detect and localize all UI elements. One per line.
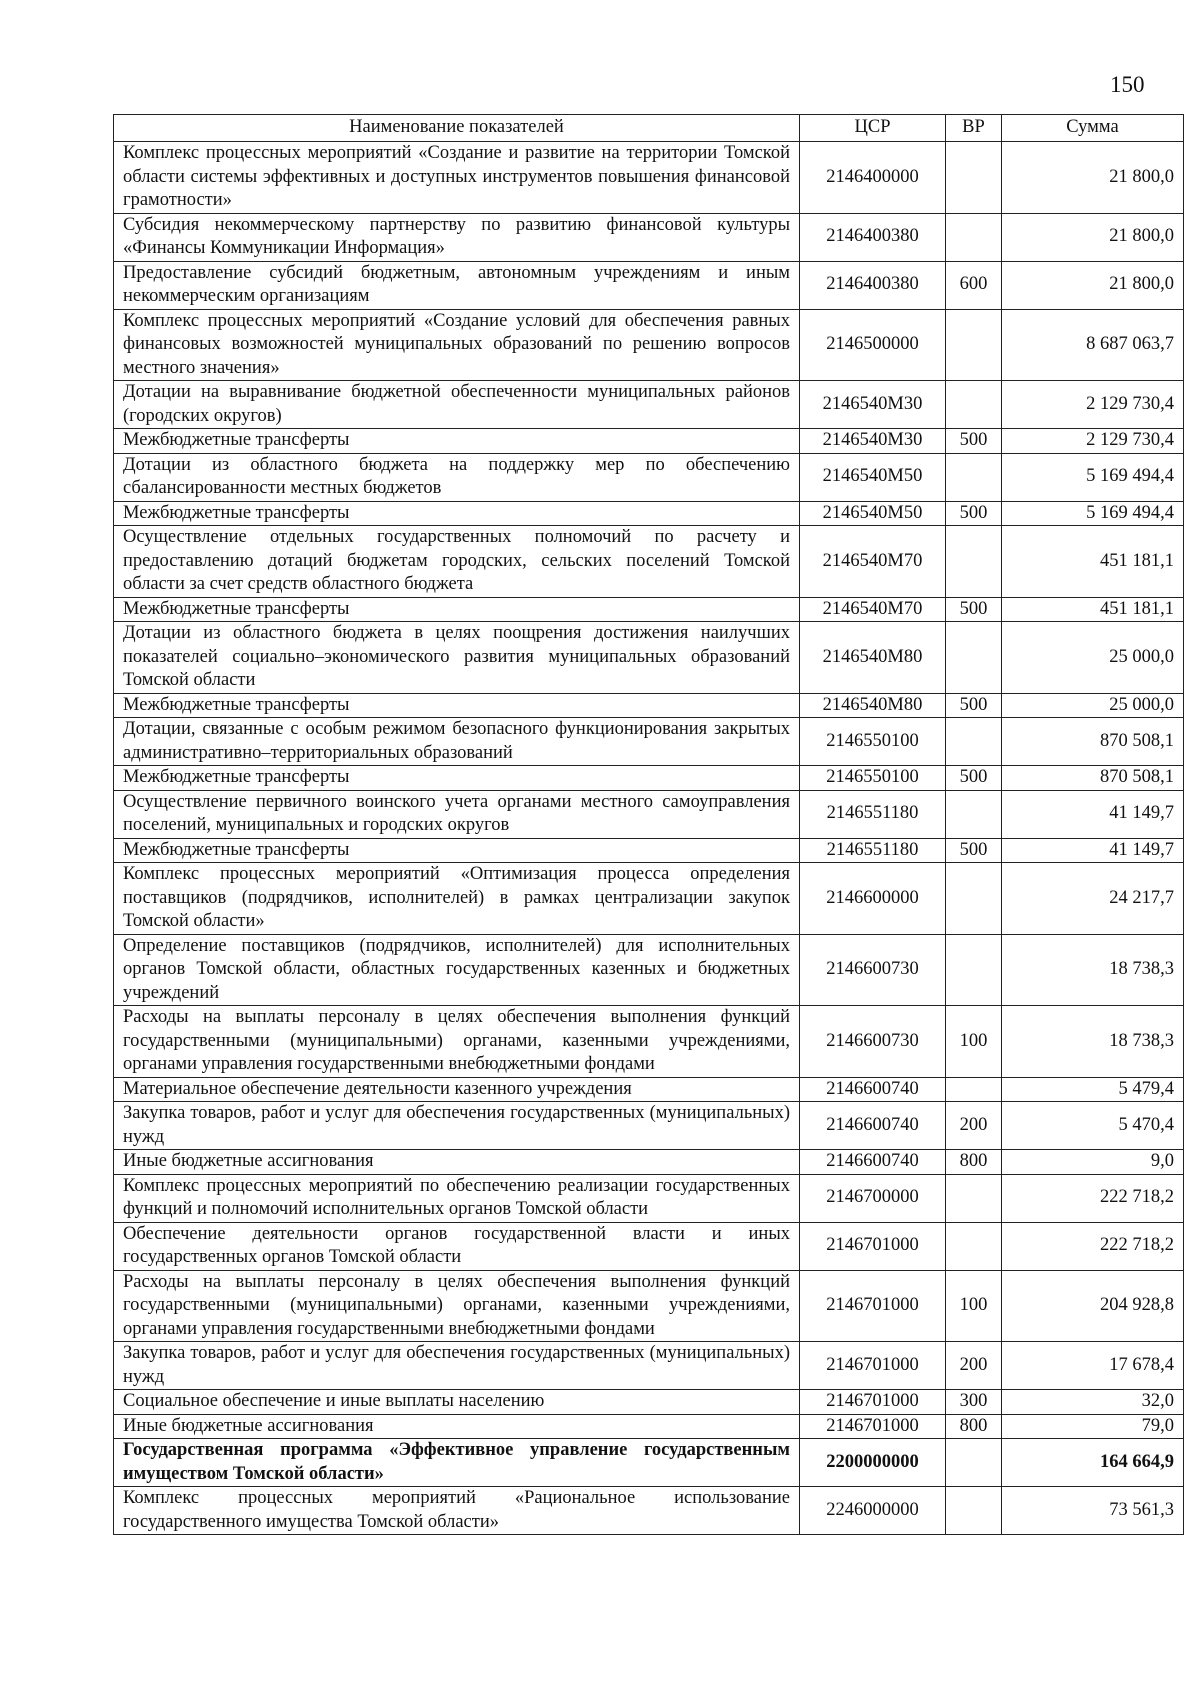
row-name-cell: Межбюджетные трансферты [114,766,800,791]
row-sum-cell: 17 678,4 [1002,1342,1184,1390]
row-csr-cell: 2146540М30 [800,381,946,429]
row-csr-cell: 2146600000 [800,863,946,935]
table-row [114,1439,1184,1487]
table-row [114,693,1184,718]
row-sum-cell: 25 000,0 [1002,622,1184,694]
row-name-cell: Дотации, связанные с особым режимом безопасного функционирования закрытых административно–территориальных образований [114,718,800,766]
row-csr-cell: 2146701000 [800,1270,946,1342]
table-row [114,597,1184,622]
row-vr-cell: 300 [946,1390,1002,1415]
table-row [114,1414,1184,1439]
table-row [114,838,1184,863]
row-vr-cell [946,526,1002,598]
table-row [114,1342,1184,1390]
table-row [114,718,1184,766]
row-csr-cell: 2146540М70 [800,526,946,598]
row-sum-cell: 21 800,0 [1002,213,1184,261]
row-csr-cell: 2146600740 [800,1102,946,1150]
row-vr-cell: 500 [946,429,1002,454]
row-name-cell: Межбюджетные трансферты [114,501,800,526]
row-vr-cell [946,142,1002,214]
row-sum-cell: 870 508,1 [1002,718,1184,766]
row-csr-cell: 2146400000 [800,142,946,214]
row-csr-cell: 2146600740 [800,1150,946,1175]
row-sum-cell: 18 738,3 [1002,934,1184,1006]
row-sum-cell: 222 718,2 [1002,1174,1184,1222]
row-csr-cell: 2146551180 [800,838,946,863]
row-name-cell: Межбюджетные трансферты [114,838,800,863]
row-name-cell: Комплекс процессных мероприятий «Создание и развитие на территории Томской области системы эффективных и доступных инструментов повышения финансовой грамотности» [114,142,800,214]
row-vr-cell [946,1077,1002,1102]
table-row [114,213,1184,261]
row-vr-cell [946,381,1002,429]
row-csr-cell: 2146550100 [800,766,946,791]
row-name-cell: Межбюджетные трансферты [114,693,800,718]
row-sum-cell: 32,0 [1002,1390,1184,1415]
row-vr-cell: 500 [946,766,1002,791]
header-sum: Сумма [1002,115,1184,142]
row-csr-cell: 2146700000 [800,1174,946,1222]
row-name-cell: Расходы на выплаты персоналу в целях обеспечения выполнения функций государственными (муниципальными) органами, казенными учреждениями, органами управления государственными внебюджетными фондами [114,1006,800,1078]
row-vr-cell [946,453,1002,501]
row-name-cell: Закупка товаров, работ и услуг для обеспечения государственных (муниципальных) нужд [114,1102,800,1150]
row-sum-cell: 21 800,0 [1002,142,1184,214]
table-row [114,526,1184,598]
row-name-cell: Материальное обеспечение деятельности казенного учреждения [114,1077,800,1102]
row-name-cell: Комплекс процессных мероприятий «Рациональное использование государственного имущества Томской области» [114,1487,800,1535]
row-sum-cell: 222 718,2 [1002,1222,1184,1270]
row-vr-cell: 500 [946,597,1002,622]
row-name-cell: Закупка товаров, работ и услуг для обеспечения государственных (муниципальных) нужд [114,1342,800,1390]
table-row [114,429,1184,454]
table-row [114,934,1184,1006]
row-csr-cell: 2146600730 [800,1006,946,1078]
row-name-cell: Расходы на выплаты персоналу в целях обеспечения выполнения функций государственными (муниципальными) органами, казенными учреждениями, органами управления государственными внебюджетными фондами [114,1270,800,1342]
row-name-cell: Осуществление первичного воинского учета органами местного самоуправления поселений, муниципальных и городских округов [114,790,800,838]
table-row [114,381,1184,429]
row-name-cell: Иные бюджетные ассигнования [114,1150,800,1175]
row-name-cell: Государственная программа «Эффективное управление государственным имуществом Томской области» [114,1439,800,1487]
row-vr-cell [946,863,1002,935]
row-csr-cell: 2146701000 [800,1222,946,1270]
row-vr-cell: 600 [946,261,1002,309]
row-csr-cell: 2146540М80 [800,622,946,694]
row-sum-cell: 5 169 494,4 [1002,501,1184,526]
row-sum-cell: 2 129 730,4 [1002,381,1184,429]
row-name-cell: Обеспечение деятельности органов государственной власти и иных государственных органов Томской области [114,1222,800,1270]
row-sum-cell: 5 479,4 [1002,1077,1184,1102]
table-row [114,1222,1184,1270]
row-sum-cell: 451 181,1 [1002,526,1184,598]
row-csr-cell: 2146540М50 [800,453,946,501]
table-row [114,766,1184,791]
table-row [114,863,1184,935]
row-vr-cell: 500 [946,693,1002,718]
row-sum-cell: 870 508,1 [1002,766,1184,791]
row-vr-cell: 500 [946,838,1002,863]
row-vr-cell [946,934,1002,1006]
table-row [114,1270,1184,1342]
row-csr-cell: 2146540М30 [800,429,946,454]
row-csr-cell: 2146600740 [800,1077,946,1102]
row-sum-cell: 73 561,3 [1002,1487,1184,1535]
row-name-cell: Предоставление субсидий бюджетным, автономным учреждениям и иным некоммерческим организациям [114,261,800,309]
row-name-cell: Межбюджетные трансферты [114,597,800,622]
row-sum-cell: 25 000,0 [1002,693,1184,718]
table-row [114,1150,1184,1175]
table-row [114,1077,1184,1102]
page-number: 150 [1110,72,1145,97]
row-vr-cell [946,622,1002,694]
row-vr-cell [946,718,1002,766]
row-sum-cell: 79,0 [1002,1414,1184,1439]
header-csr: ЦСР [800,115,946,142]
row-name-cell: Социальное обеспечение и иные выплаты населению [114,1390,800,1415]
row-vr-cell [946,1487,1002,1535]
row-sum-cell: 5 470,4 [1002,1102,1184,1150]
row-vr-cell [946,790,1002,838]
row-name-cell: Дотации из областного бюджета на поддержку мер по обеспечению сбалансированности местных бюджетов [114,453,800,501]
row-sum-cell: 5 169 494,4 [1002,453,1184,501]
table-row [114,1006,1184,1078]
row-vr-cell: 800 [946,1150,1002,1175]
row-sum-cell: 8 687 063,7 [1002,309,1184,381]
row-csr-cell: 2146550100 [800,718,946,766]
table-header-row [114,115,1184,142]
table-row [114,1390,1184,1415]
row-csr-cell: 2146540М70 [800,597,946,622]
row-name-cell: Комплекс процессных мероприятий «Создание условий для обеспечения равных финансовых возможностей муниципальных образований по решению вопросов местного значения» [114,309,800,381]
row-csr-cell: 2146701000 [800,1414,946,1439]
row-vr-cell: 800 [946,1414,1002,1439]
table-row [114,790,1184,838]
header-name: Наименование показателей [114,115,800,142]
row-vr-cell: 100 [946,1270,1002,1342]
row-sum-cell: 41 149,7 [1002,790,1184,838]
budget-table [113,114,1184,1535]
row-name-cell: Иные бюджетные ассигнования [114,1414,800,1439]
row-vr-cell [946,1174,1002,1222]
row-name-cell: Дотации на выравнивание бюджетной обеспеченности муниципальных районов (городских округов) [114,381,800,429]
row-csr-cell: 2200000000 [800,1439,946,1487]
row-csr-cell: 2146551180 [800,790,946,838]
row-sum-cell: 24 217,7 [1002,863,1184,935]
row-name-cell: Субсидия некоммерческому партнерству по развитию финансовой культуры «Финансы Коммуникации Информация» [114,213,800,261]
row-sum-cell: 21 800,0 [1002,261,1184,309]
row-csr-cell: 2146400380 [800,261,946,309]
table-row [114,309,1184,381]
table-row [114,1102,1184,1150]
row-csr-cell: 2246000000 [800,1487,946,1535]
row-csr-cell: 2146540М80 [800,693,946,718]
row-sum-cell: 9,0 [1002,1150,1184,1175]
row-csr-cell: 2146701000 [800,1342,946,1390]
table-row [114,1174,1184,1222]
table-row [114,453,1184,501]
row-vr-cell [946,1222,1002,1270]
row-vr-cell: 100 [946,1006,1002,1078]
table-body [114,142,1184,1535]
row-sum-cell: 451 181,1 [1002,597,1184,622]
row-sum-cell: 41 149,7 [1002,838,1184,863]
row-name-cell: Комплекс процессных мероприятий по обеспечению реализации государственных функций и полномочий исполнительных органов Томской области [114,1174,800,1222]
row-vr-cell: 500 [946,501,1002,526]
header-vr: ВР [946,115,1002,142]
row-name-cell: Определение поставщиков (подрядчиков, исполнителей) для исполнительных органов Томской области, областных государственных казенных и бюджетных учреждений [114,934,800,1006]
row-sum-cell: 164 664,9 [1002,1439,1184,1487]
row-csr-cell: 2146500000 [800,309,946,381]
row-sum-cell: 18 738,3 [1002,1006,1184,1078]
row-name-cell: Комплекс процессных мероприятий «Оптимизация процесса определения поставщиков (подрядчиков, исполнителей) в рамках централизации закупок Томской области» [114,863,800,935]
table-row [114,142,1184,214]
row-name-cell: Осуществление отдельных государственных полномочий по расчету и предоставлению дотаций бюджетам городских, сельских поселений Томской области за счет средств областного бюджета [114,526,800,598]
table-row [114,261,1184,309]
table-row [114,622,1184,694]
table-row [114,501,1184,526]
row-sum-cell: 204 928,8 [1002,1270,1184,1342]
row-csr-cell: 2146540М50 [800,501,946,526]
row-vr-cell: 200 [946,1102,1002,1150]
row-vr-cell: 200 [946,1342,1002,1390]
row-csr-cell: 2146400380 [800,213,946,261]
row-name-cell: Дотации из областного бюджета в целях поощрения достижения наилучших показателей социально–экономического развития муниципальных образований Томской области [114,622,800,694]
row-csr-cell: 2146600730 [800,934,946,1006]
row-csr-cell: 2146701000 [800,1390,946,1415]
row-vr-cell [946,309,1002,381]
row-vr-cell [946,1439,1002,1487]
row-sum-cell: 2 129 730,4 [1002,429,1184,454]
row-vr-cell [946,213,1002,261]
table-row [114,1487,1184,1535]
row-name-cell: Межбюджетные трансферты [114,429,800,454]
